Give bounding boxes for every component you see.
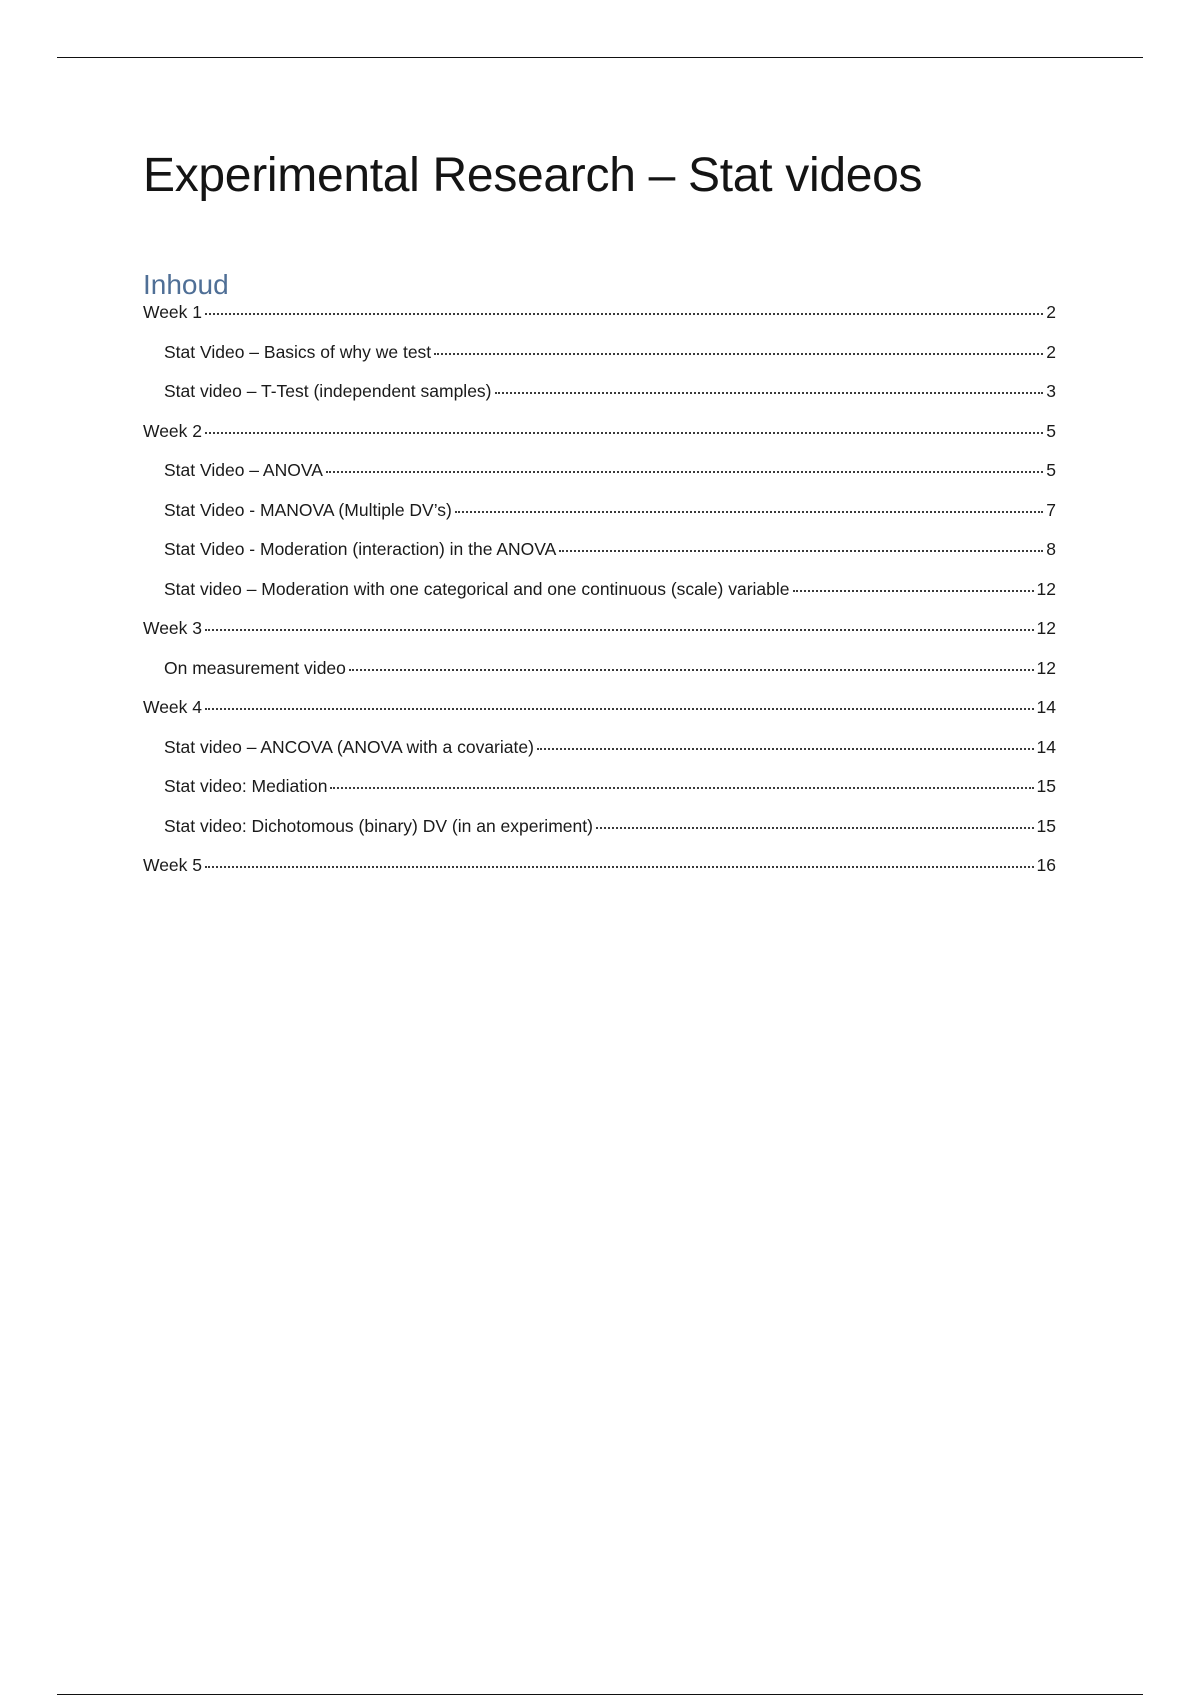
toc-entry-label: Stat Video - MANOVA (Multiple DV’s) bbox=[164, 500, 452, 520]
toc-entry-label: Week 1 bbox=[143, 302, 203, 322]
toc-entry-week-4[interactable] bbox=[143, 695, 1056, 719]
dot-leader bbox=[793, 590, 1034, 592]
toc-entry-page: 3 bbox=[1046, 381, 1056, 401]
toc-entry-basics-of-why-we-test[interactable] bbox=[143, 340, 1056, 364]
dot-leader bbox=[205, 432, 1043, 434]
toc-entry-page: 14 bbox=[1036, 697, 1056, 717]
toc-entry-week-2[interactable] bbox=[143, 419, 1056, 443]
toc-entry-page: 15 bbox=[1036, 816, 1056, 836]
toc-entry-label: Stat video – Moderation with one categorical and one continuous (scale) variable bbox=[164, 579, 790, 599]
toc-entry-page: 2 bbox=[1046, 302, 1056, 322]
toc-entry-dichotomous-dv[interactable] bbox=[143, 814, 1056, 838]
toc-entry-page: 5 bbox=[1046, 421, 1056, 441]
toc-entry-week-5[interactable] bbox=[143, 853, 1056, 877]
dot-leader bbox=[434, 353, 1043, 355]
toc-entry-label: Stat Video – ANOVA bbox=[164, 460, 323, 480]
table-of-contents bbox=[143, 300, 1056, 877]
toc-entry-label: Week 5 bbox=[143, 855, 203, 875]
page-title: Experimental Research – Stat videos bbox=[143, 149, 923, 202]
toc-entry-manova[interactable] bbox=[143, 498, 1056, 522]
header-rule bbox=[57, 57, 1143, 58]
toc-entry-page: 14 bbox=[1036, 737, 1056, 757]
toc-entry-week-1[interactable] bbox=[143, 300, 1056, 324]
toc-entry-ancova[interactable] bbox=[143, 735, 1056, 759]
dot-leader bbox=[537, 748, 1034, 750]
footer-rule bbox=[57, 1694, 1143, 1695]
toc-entry-page: 5 bbox=[1046, 460, 1056, 480]
dot-leader bbox=[205, 629, 1034, 631]
toc-entry-page: 7 bbox=[1046, 500, 1056, 520]
toc-entry-anova[interactable] bbox=[143, 458, 1056, 482]
dot-leader bbox=[205, 313, 1043, 315]
toc-entry-label: Stat Video – Basics of why we test bbox=[164, 342, 432, 362]
toc-entry-label: Week 2 bbox=[143, 421, 203, 441]
toc-entry-label: Stat video: Dichotomous (binary) DV (in an experiment) bbox=[164, 816, 593, 836]
dot-leader bbox=[559, 550, 1043, 552]
toc-entry-label: Stat Video - Moderation (interaction) in the ANOVA bbox=[164, 539, 557, 559]
toc-entry-on-measurement[interactable] bbox=[143, 656, 1056, 680]
toc-entry-label: Stat video: Mediation bbox=[164, 776, 328, 796]
toc-entry-page: 16 bbox=[1036, 855, 1056, 875]
dot-leader bbox=[205, 866, 1034, 868]
dot-leader bbox=[330, 787, 1033, 789]
dot-leader bbox=[349, 669, 1034, 671]
toc-entry-page: 12 bbox=[1036, 618, 1056, 638]
toc-entry-label: On measurement video bbox=[164, 658, 346, 678]
dot-leader bbox=[596, 827, 1034, 829]
dot-leader bbox=[455, 511, 1043, 513]
toc-entry-t-test[interactable] bbox=[143, 379, 1056, 403]
toc-entry-page: 12 bbox=[1036, 579, 1056, 599]
toc-entry-page: 8 bbox=[1046, 539, 1056, 559]
toc-entry-page: 15 bbox=[1036, 776, 1056, 796]
dot-leader bbox=[326, 471, 1043, 473]
toc-entry-label: Week 4 bbox=[143, 697, 203, 717]
toc-entry-label: Stat video – T-Test (independent samples) bbox=[164, 381, 492, 401]
toc-entry-label: Stat video – ANCOVA (ANOVA with a covariate) bbox=[164, 737, 534, 757]
toc-entry-label: Week 3 bbox=[143, 618, 203, 638]
toc-entry-week-3[interactable] bbox=[143, 616, 1056, 640]
toc-entry-mediation[interactable] bbox=[143, 774, 1056, 798]
toc-entry-page: 12 bbox=[1036, 658, 1056, 678]
dot-leader bbox=[205, 708, 1034, 710]
toc-entry-moderation-categorical-continuous[interactable] bbox=[143, 577, 1056, 601]
toc-entry-page: 2 bbox=[1046, 342, 1056, 362]
dot-leader bbox=[495, 392, 1044, 394]
toc-entry-moderation-anova[interactable] bbox=[143, 537, 1056, 561]
toc-heading: Inhoud bbox=[143, 269, 229, 300]
